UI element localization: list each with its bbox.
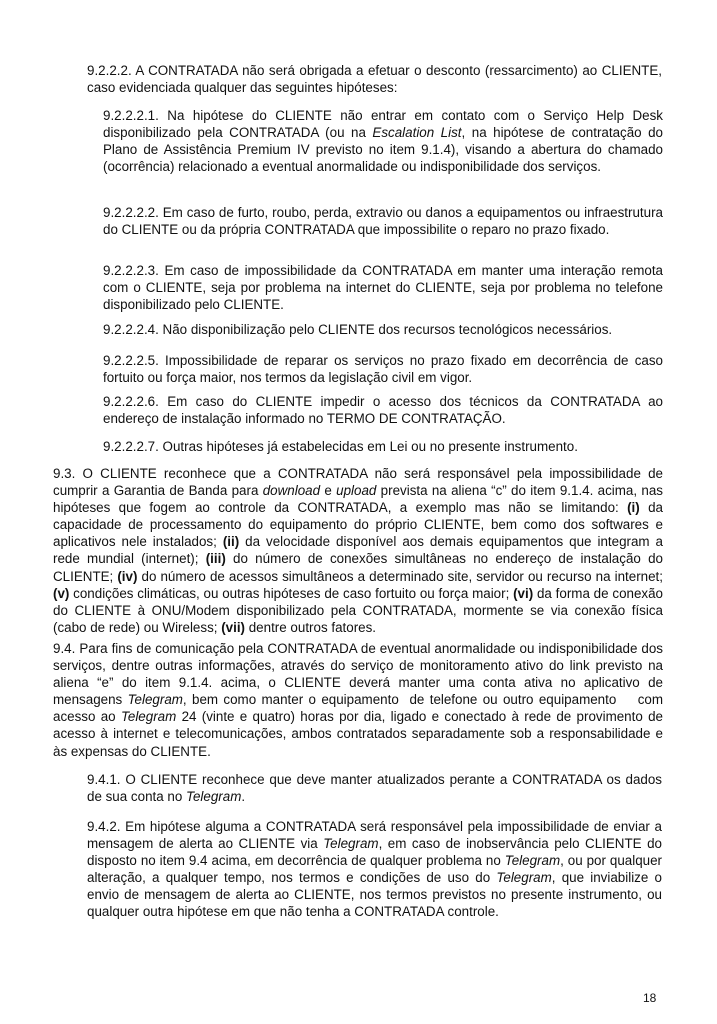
clause-9-2-2-2: 9.2.2.2. A CONTRATADA não será obrigada a efetuar o desconto (ressarcimento) ao CLIENTE, caso evidenciada qualquer das seguintes hipóteses: [87, 63, 662, 96]
clause-9-2-2-2-3: 9.2.2.2.3. Em caso de impossibilidade da CONTRATADA em manter uma interação remota com o CLIENTE, seja por problema na internet do CLIENTE, seja por problema no telefone disponibilizado pelo CLIENTE. [103, 263, 663, 313]
page-number: 18 [643, 991, 657, 1005]
clause-9-3: 9.3. O CLIENTE reconhece que a CONTRATADA não será responsável pela impossibilidade de cumprir a Garantia de Banda para download e upload prevista na aliena “c” do item 9.1.4. acima, nas hipóteses que fogem ao controle da CONTRATADA, a exemplo mas não se limitando: (i) da capacidade de processamento do equipamento do próprio CLIENTE, bem como dos softwares e aplicativos nele instalados; (ii) da velocidade disponível aos demais equipamentos que integram a rede mundial (internet); (iii) do número de conexões simultâneas no endereço de instalação do CLIENTE; (iv) do número de acessos simultâneos a determinado site, servidor ou recurso na internet; (v) condições climáticas, ou outras hipóteses de caso fortuito ou força maior; (vi) da forma de conexão do CLIENTE à ONU/Modem disponibilizado pela CONTRATADA, mormente se via conexão física (cabo de rede) ou Wireless; (vii) dentre outros fatores. [53, 466, 664, 635]
clause-9-2-2-2-5: 9.2.2.2.5. Impossibilidade de reparar os serviços no prazo fixado em decorrência de caso fortuito ou força maior, nos termos da legislação civil em vigor. [103, 353, 663, 386]
clause-9-2-2-2-7: 9.2.2.2.7. Outras hipóteses já estabelecidas em Lei ou no presente instrumento. [103, 439, 578, 454]
clause-9-2-2-2-1: 9.2.2.2.1. Na hipótese do CLIENTE não entrar em contato com o Serviço Help Desk disponibilizado pela CONTRATADA (ou na Escalation List, na hipótese de contratação do Plano de Assistência Premium IV previsto no item 9.1.4), visando a abertura do chamado (ocorrência) relacionado a eventual anormalidade ou indisponibilidade dos serviços. [103, 108, 664, 175]
clause-9-2-2-2-4: 9.2.2.2.4. Não disponibilização pelo CLIENTE dos recursos tecnológicos necessários. [103, 322, 613, 337]
clause-9-4-2: 9.4.2. Em hipótese alguma a CONTRATADA será responsável pela impossibilidade de enviar a mensagem de alerta ao CLIENTE via Telegram, em caso de inobservância pelo CLIENTE do disposto no item 9.4 acima, em decorrência de qualquer problema no Telegram, ou por qualquer alteração, a qualquer tempo, nos termos e condições de uso do Telegram, que inviabilize o envio de mensagem de alerta ao CLIENTE, nos termos previstos no presente instrumento, ou qualquer outra hipótese em que não tenha a CONTRATADA controle. [87, 819, 662, 920]
clause-9-4-1: 9.4.1. O CLIENTE reconhece que deve manter atualizados perante a CONTRATADA os dados de sua conta no Telegram. [87, 772, 662, 805]
clause-9-2-2-2-2: 9.2.2.2.2. Em caso de furto, roubo, perda, extravio ou danos a equipamentos ou infraestrutura do CLIENTE ou da própria CONTRATADA que impossibilite o reparo no prazo fixado. [103, 205, 663, 238]
clause-9-4: 9.4. Para fins de comunicação pela CONTRATADA de eventual anormalidade ou indisponibilidade dos serviços, dentre outras informações, através do serviço de monitoramento ativo do link previsto na aliena “e” do item 9.1.4. acima, o CLIENTE deverá manter uma conta ativa no aplicativo de mensagens Telegram, bem como manter o equipamento de telefone ou outro equipamento com acesso ao Telegram 24 (vinte e quatro) horas por dia, ligado e conectado à rede de provimento de acesso à internet e telecomunicações, ambos contratados separadamente sob a responsabilidade e às expensas do CLIENTE. [53, 641, 663, 759]
clause-9-2-2-2-6: 9.2.2.2.6. Em caso do CLIENTE impedir o acesso dos técnicos da CONTRATADA ao endereço de instalação informado no TERMO DE CONTRATAÇÃO. [103, 394, 663, 427]
